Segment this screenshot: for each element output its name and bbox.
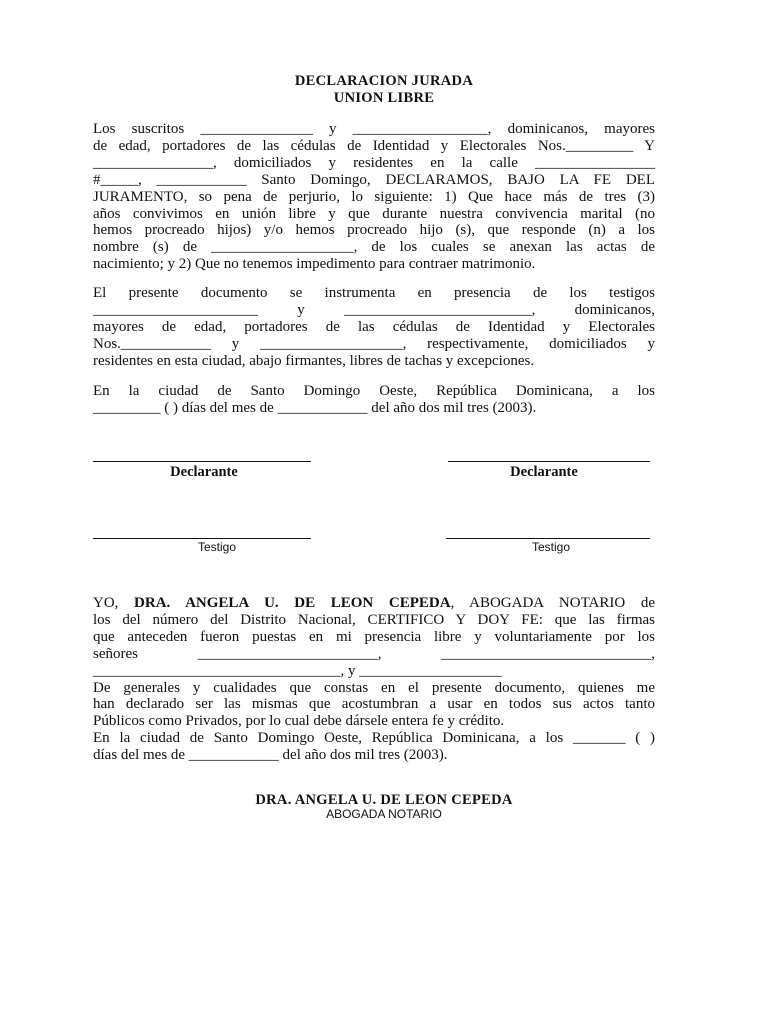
paragraph-line: que anteceden fueron puestas en mi presencia libre y voluntariamente por los — [93, 628, 655, 645]
declaration-paragraph — [93, 121, 655, 273]
paragraph-line: De generales y cualidades que constas en el presente documento, quienes me — [93, 679, 655, 696]
signature-line-testigo-right — [446, 538, 650, 539]
declarante-label-left: Declarante — [170, 464, 238, 480]
paragraph-line: _________ ( ) días del mes de ____________ del año dos mil tres (2003). — [93, 399, 537, 416]
paragraph-line: nacimiento; y 2) Que no tenemos impedimento para contraer matrimonio. — [93, 256, 536, 273]
paragraph-line: señores ________________________, ____________________________, — [93, 645, 655, 662]
paragraph-line: Los suscritos _______________ y __________________, dominicanos, mayores — [93, 121, 655, 137]
paragraph-line: Nos.____________ y ___________________, respectivamente, domiciliados y — [93, 335, 655, 352]
paragraph-line: #_____, ____________ Santo Domingo, DECLARAMOS, BAJO LA FE DEL — [93, 171, 655, 188]
document-subtitle: UNION LIBRE — [333, 90, 435, 106]
witness-paragraph — [93, 285, 655, 370]
paragraph-line: hemos procreado hijos) y/o hemos procreado hijo (s), que responde (n) a los — [93, 222, 655, 239]
paragraph-line: los del número del Distrito Nacional, CERTIFICO Y DOY FE: que las firmas — [93, 611, 655, 628]
paragraph-line: nombre (s) de ___________________, de los cuales se anexan las actas de — [93, 239, 655, 256]
paragraph-line: _________________________________, y ___________________ — [93, 662, 502, 679]
paragraph-line: En la ciudad de Santo Domingo Oeste, República Dominicana, a los — [93, 383, 655, 399]
date-paragraph — [93, 383, 655, 417]
paragraph-line: han declarado ser las mismas que acostumbran a usar en todos sus actos tanto — [93, 696, 655, 713]
paragraph-line: residentes en esta ciudad, abajo firmantes, libres de tachas y excepciones. — [93, 352, 535, 369]
testigo-label-left: Testigo — [197, 540, 237, 554]
notary-title: ABOGADA NOTARIO — [326, 807, 442, 821]
signature-line-declarante-left — [93, 461, 311, 462]
paragraph-line: días del mes de ____________ del año dos mil tres (2003). — [93, 747, 448, 764]
paragraph-line: mayores de edad, portadores de las cédulas de Identidad y Electorales — [93, 318, 655, 335]
paragraph-line: Públicos como Privados, por lo cual debe dársele entera fe y crédito. — [93, 713, 505, 730]
signature-line-testigo-left — [93, 538, 311, 539]
notary-certification-paragraph — [93, 595, 655, 764]
document-title: DECLARACION JURADA — [294, 73, 474, 89]
testigo-label-right: Testigo — [531, 540, 571, 554]
paragraph-line: ______________________ y _________________________, dominicanos, — [93, 301, 655, 318]
paragraph-line: años convivimos en unión libre y que durante nuestra convivencia marital (no — [93, 205, 655, 222]
paragraph-line: de edad, portadores de las cédulas de Identidad y Electorales Nos._________ Y — [93, 137, 655, 154]
notary-name-inline: DRA. ANGELA U. DE LEON CEPEDA — [134, 595, 451, 611]
paragraph-line: ________________, domiciliados y residentes en la calle ________________ — [93, 154, 655, 171]
paragraph-line: JURAMENTO, so pena de perjurio, lo siguiente: 1) Que hace más de tres (3) — [93, 188, 655, 205]
paragraph-line: En la ciudad de Santo Domingo Oeste, República Dominicana, a los _______ ( ) — [93, 730, 655, 747]
declarante-label-right: Declarante — [510, 464, 578, 480]
paragraph-line: El presente documento se instrumenta en presencia de los testigos — [93, 285, 655, 301]
paragraph-line: YO, DRA. ANGELA U. DE LEON CEPEDA, ABOGADA NOTARIO de — [93, 595, 655, 611]
notary-name: DRA. ANGELA U. DE LEON CEPEDA — [255, 792, 513, 808]
signature-line-declarante-right — [448, 461, 650, 462]
